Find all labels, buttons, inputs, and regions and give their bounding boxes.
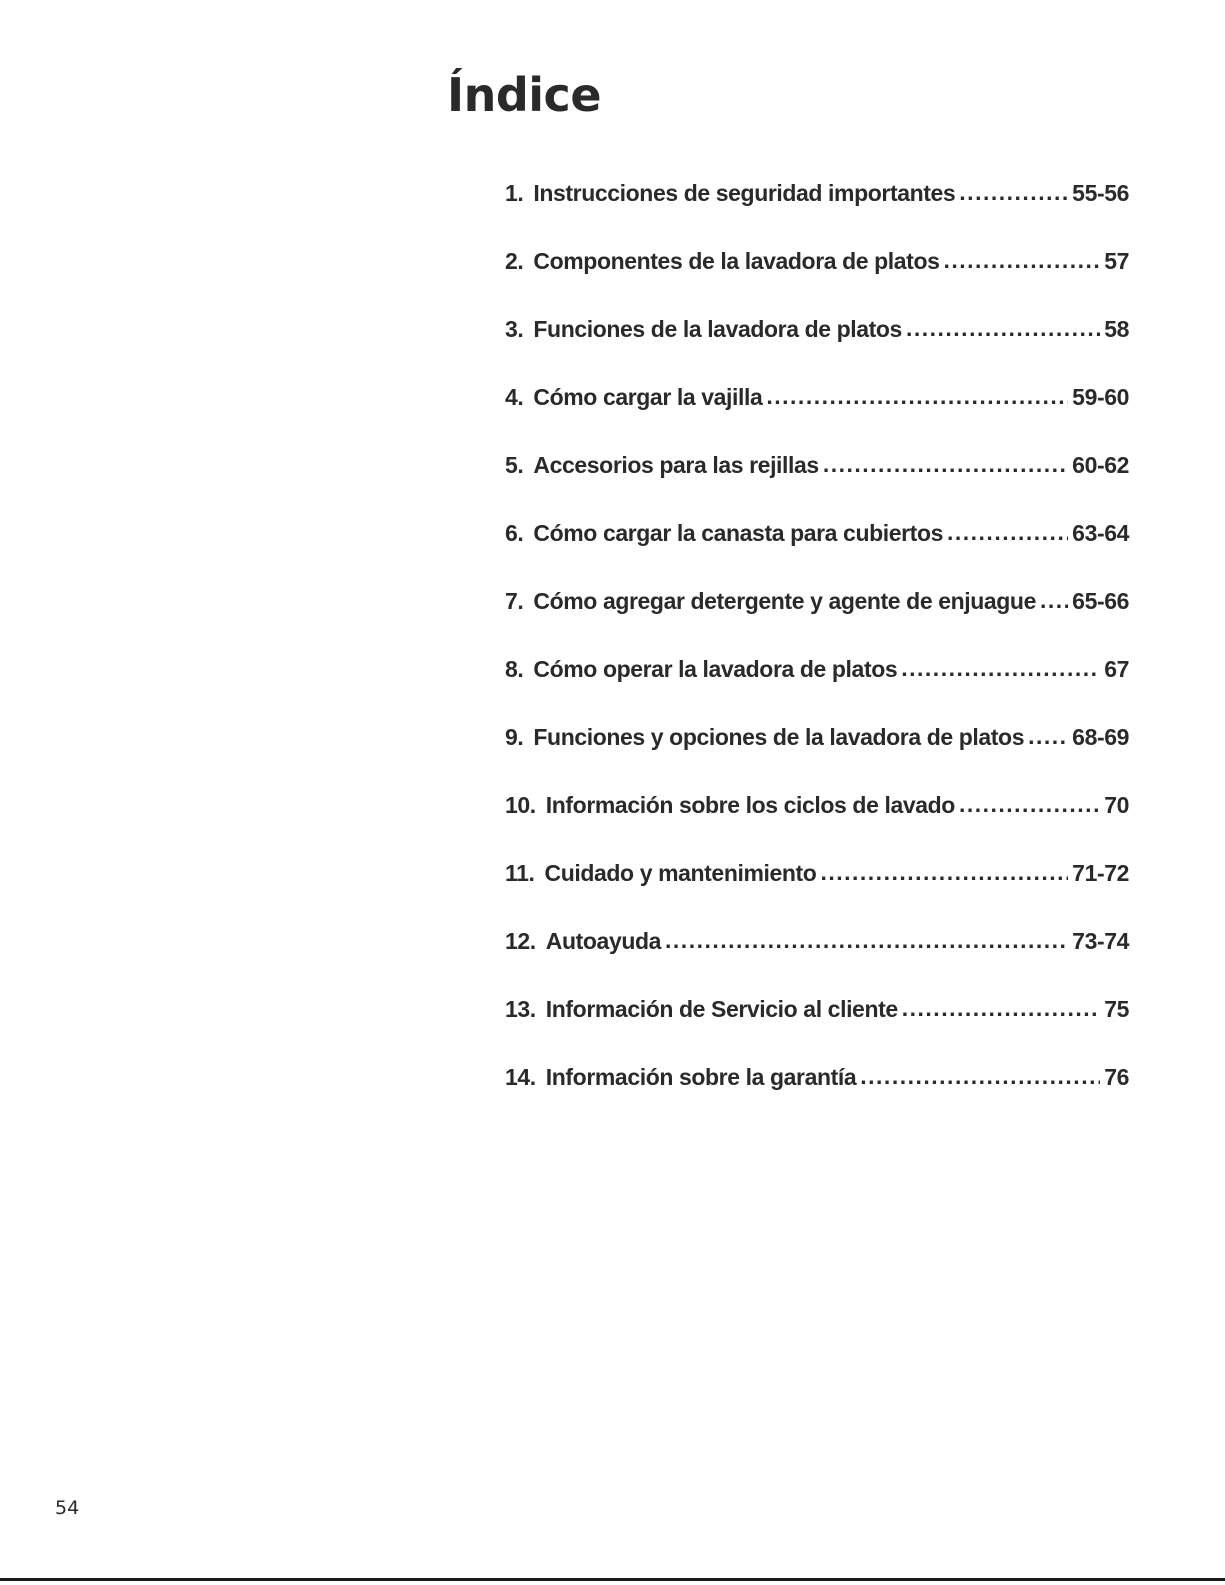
- table-of-contents: [505, 180, 1129, 1132]
- toc-entry-label: Accesorios para las rejillas: [533, 452, 819, 478]
- toc-entry-pages: 76: [1104, 1064, 1129, 1090]
- toc-entry-number: 11.: [505, 860, 535, 886]
- toc-entry-pages: 73-74: [1072, 928, 1129, 954]
- toc-entry-pages: 70: [1104, 792, 1129, 818]
- toc-entry-number: 12.: [505, 928, 536, 954]
- toc-entry-number: 10.: [505, 792, 536, 818]
- page-title: Índice: [447, 68, 602, 122]
- toc-dot-leader: [820, 859, 1068, 886]
- toc-entry[interactable]: [505, 316, 1129, 384]
- toc-entry-label: Cómo cargar la canasta para cubiertos: [533, 520, 943, 546]
- toc-entry-label: Información sobre los ciclos de lavado: [545, 792, 955, 818]
- toc-dot-leader: [943, 247, 1100, 274]
- toc-entry[interactable]: [505, 724, 1129, 792]
- toc-entry-number: 3.: [505, 316, 524, 342]
- toc-entry-number: 8.: [505, 656, 524, 682]
- toc-entry-pages: 55-56: [1072, 180, 1129, 206]
- toc-entry[interactable]: [505, 520, 1129, 588]
- toc-entry-pages: 71-72: [1072, 860, 1129, 886]
- toc-entry-pages: 60-62: [1072, 452, 1129, 478]
- toc-entry-pages: 65-66: [1072, 588, 1129, 614]
- toc-entry-pages: 63-64: [1072, 520, 1129, 546]
- toc-dot-leader: [902, 995, 1100, 1022]
- toc-entry[interactable]: [505, 1064, 1129, 1132]
- toc-entry-number: 13.: [505, 996, 536, 1022]
- toc-entry-label: Autoayuda: [545, 928, 662, 954]
- toc-entry-number: 4.: [505, 384, 524, 410]
- toc-entry-label: Cómo operar la lavadora de platos: [533, 656, 898, 682]
- toc-entry-number: 9.: [505, 724, 524, 750]
- toc-entry[interactable]: [505, 588, 1129, 656]
- toc-entry-number: 1.: [505, 180, 524, 206]
- toc-entry-label: Cómo agregar detergente y agente de enjuague: [533, 588, 1036, 614]
- toc-entry-label: Cómo cargar la vajilla: [533, 384, 763, 410]
- toc-entry[interactable]: [505, 928, 1129, 996]
- toc-entry-label: Funciones de la lavadora de platos: [533, 316, 902, 342]
- toc-entry[interactable]: [505, 996, 1129, 1064]
- toc-entry-label: Componentes de la lavadora de platos: [533, 248, 940, 274]
- toc-entry-label: Información sobre la garantía: [545, 1064, 857, 1090]
- toc-dot-leader: [860, 1063, 1100, 1090]
- toc-entry[interactable]: [505, 452, 1129, 520]
- toc-dot-leader: [947, 519, 1068, 546]
- toc-entry[interactable]: [505, 656, 1129, 724]
- toc-entry[interactable]: [505, 860, 1129, 928]
- toc-entry-number: 14.: [505, 1064, 536, 1090]
- toc-entry-number: 2.: [505, 248, 524, 274]
- bottom-rule: [0, 1578, 1225, 1581]
- toc-dot-leader: [1040, 587, 1068, 614]
- toc-entry-pages: 67: [1104, 656, 1129, 682]
- toc-dot-leader: [901, 655, 1100, 682]
- toc-entry-pages: 58: [1104, 316, 1129, 342]
- toc-entry-label: Información de Servicio al cliente: [545, 996, 898, 1022]
- toc-entry-pages: 57: [1104, 248, 1129, 274]
- toc-dot-leader: [959, 791, 1100, 818]
- toc-entry-number: 6.: [505, 520, 524, 546]
- toc-dot-leader: [1028, 723, 1068, 750]
- toc-entry[interactable]: [505, 248, 1129, 316]
- toc-dot-leader: [906, 315, 1100, 342]
- toc-entry[interactable]: [505, 180, 1129, 248]
- toc-dot-leader: [766, 383, 1068, 410]
- toc-dot-leader: [665, 927, 1068, 954]
- toc-entry-number: 5.: [505, 452, 524, 478]
- toc-entry-number: 7.: [505, 588, 524, 614]
- page-number: 54: [55, 1497, 80, 1519]
- toc-entry-pages: 75: [1104, 996, 1129, 1022]
- toc-dot-leader: [823, 451, 1068, 478]
- toc-entry-label: Instrucciones de seguridad importantes: [533, 180, 956, 206]
- toc-entry-pages: 68-69: [1072, 724, 1129, 750]
- toc-entry-pages: 59-60: [1072, 384, 1129, 410]
- toc-dot-leader: [959, 179, 1068, 206]
- toc-entry[interactable]: [505, 792, 1129, 860]
- toc-entry[interactable]: [505, 384, 1129, 452]
- toc-entry-label: Funciones y opciones de la lavadora de platos: [533, 724, 1025, 750]
- toc-entry-label: Cuidado y mantenimiento: [544, 860, 817, 886]
